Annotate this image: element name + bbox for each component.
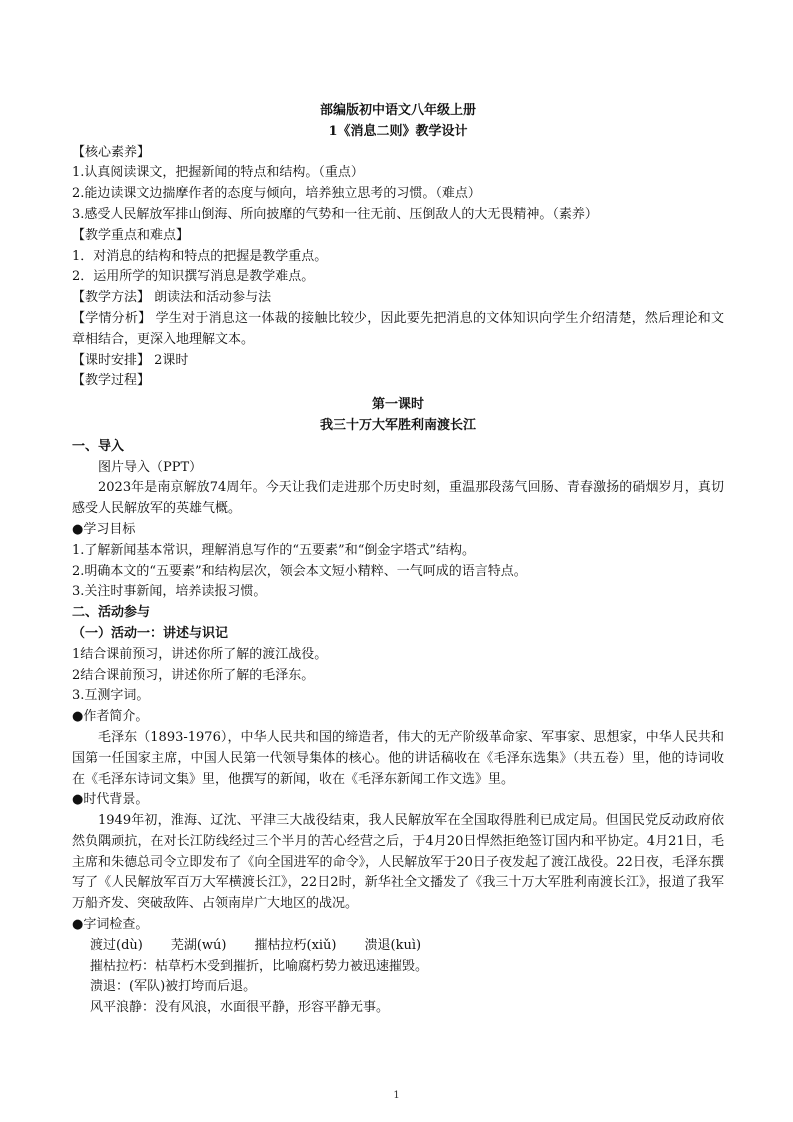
vocabulary-word: 芜湖(wú) (170, 937, 227, 953)
document-title: 1《消息二则》教学设计 (328, 123, 468, 139)
goals-heading: ●学习目标 (72, 521, 136, 537)
intro-ppt: 图片导入（PPT） (98, 459, 203, 475)
lesson-title: 第一课时 (371, 397, 424, 413)
activity-item: 2结合课前预习，讲述你所了解的毛泽东。 (72, 667, 315, 683)
part-heading-activity: 二、活动参与 (72, 605, 151, 621)
lesson-subtitle: 我三十万大军胜利南渡长江 (319, 417, 476, 433)
keypoint-item: 2．运用所学的知识撰写消息是教学难点。 (72, 269, 315, 285)
definition-item: 摧枯拉朽：枯草朽木受到摧折，比喻腐朽势力被迅速摧毁。 (90, 958, 429, 974)
vocabulary-word: 渡过(dù) (90, 937, 143, 953)
teaching-method: 【教学方法】 朗读法和活动参与法 (72, 290, 272, 306)
goal-item: 1.了解新闻基本常识，理解消息写作的“五要素”和“倒金字塔式”结构。 (72, 542, 475, 558)
document-body (72, 101, 724, 1019)
activity-item: 3.互测字词。 (72, 688, 150, 704)
intro-paragraph: 2023年是南京解放74周年。今天让我们走进那个历史时刻，重温那段荡气回肠、青春激扬的硝烟岁月，真切感受人民解放军的英雄气概。 (72, 480, 724, 517)
page-number: 1 (393, 1090, 400, 1101)
background-paragraph: 1949年初，淮海、辽沈、平津三大战役结束，我人民解放军在全国取得胜利已成定局。但国民党反动政府依然负隅顽抗，在对长江防线经过三个半月的苦心经营之后，于4月20日悍然拒绝签订国内和平协定。4月21日，毛主席和朱德总司令立即发布了《向全国进军的命令》，人民解放军于20日子夜发起了渡江战役。22日夜，毛泽东撰写了《人民解放军百万大军横渡长江》，22日2时，新华社全文播发了《我三十万大军胜利南渡长江》，报道了我军万船齐发、突破敌阵、占领南岸广大地区的战况。 (72, 813, 724, 912)
definition-item: 风平浪静：没有风浪，水面很平静，形容平静无事。 (90, 1000, 390, 1016)
keypoint-item: 1．对消息的结构和特点的把握是教学重点。 (72, 248, 328, 264)
core-item: 1.认真阅读课文，把握新闻的特点和结构。（重点） (72, 165, 364, 181)
activity-heading: （一）活动一：讲述与识记 (72, 625, 229, 641)
definition-item: 溃退：(军队)被打垮而后退。 (90, 979, 257, 995)
vocabulary-word: 溃退(kuì) (364, 937, 422, 953)
author-paragraph: 毛泽东（1893-1976），中华人民共和国的缔造者，伟大的无产阶级革命家、军事家、思想家，中华人民共和国第一任国家主席，中国人民第一代领导集体的核心。他的讲话稿收在《毛泽东选集》（共五卷）里，他的诗词收在《毛泽东诗词文集》里，他撰写的新闻，收在《毛泽东新闻工作文选》里。 (72, 729, 724, 787)
activity-item: 1结合课前预习，讲述你所了解的渡江战役。 (72, 646, 328, 662)
teaching-process-heading: 【教学过程】 (72, 373, 151, 389)
part-heading-intro: 一、导入 (72, 438, 125, 454)
words-heading: ●字词检查。 (72, 917, 149, 933)
vocabulary-row (72, 936, 724, 957)
textbook-header: 部编版初中语文八年级上册 (319, 103, 476, 118)
goal-item: 3.关注时事新闻，培养读报习惯。 (72, 584, 267, 600)
goal-item: 2.明确本文的“五要素”和结构层次，领会本文短小精粹、一气呵成的语言特点。 (72, 563, 527, 579)
learner-analysis: 【学情分析】 学生对于消息这一体裁的接触比较少，因此要先把消息的文体知识向学生介绍清楚，然后理论和文章相结合，更深入地理解文本。 (72, 310, 724, 347)
core-item: 3.感受人民解放军排山倒海、所向披靡的气势和一往无前、压倒敌人的大无畏精神。（素养） (72, 206, 598, 222)
background-heading: ●时代背景。 (72, 792, 149, 808)
core-item: 2.能边读课文边揣摩作者的态度与倾向，培养独立思考的习惯。（难点） (72, 186, 481, 202)
lesson-schedule: 【课时安排】 2课时 (72, 352, 189, 368)
section-heading-core: 【核心素养】 (72, 144, 151, 160)
vocabulary-word: 摧枯拉朽(xiǔ) (254, 937, 337, 953)
section-heading-keypoints: 【教学重点和难点】 (72, 227, 190, 243)
author-heading: ●作者简介。 (72, 709, 149, 725)
